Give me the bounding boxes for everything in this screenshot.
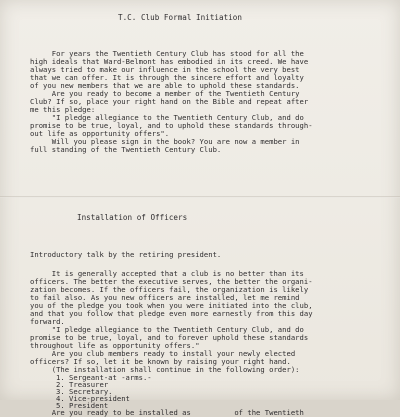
- text-line: promise to be true, loyal, and to forever uphold these standards: [30, 333, 309, 342]
- text-line: Are you club members ready to install your newly elected: [30, 349, 296, 358]
- text-line: Are you ready to become a member of the Twentieth Century: [30, 89, 300, 98]
- text-line: full standing of the Twentieth Century Club.: [30, 145, 222, 154]
- text-line: zation becomes. If the officers fail, the organization is likely: [30, 285, 309, 294]
- text-line: of you new members that we are able to uphold these standards.: [30, 81, 300, 90]
- list-item: 4. Vice-president: [56, 394, 130, 403]
- text-line: It is generally accepted that a club is no better than its: [30, 269, 304, 278]
- text-line: to fail also. As you new officers are installed, let me remind: [30, 293, 300, 302]
- text-line-cutoff: Are you ready to be installed as of the Twentieth: [30, 408, 304, 417]
- text-line: you of the pledge you took when you were initiated into the club,: [30, 301, 313, 310]
- list-item: 2. Treasurer: [56, 380, 109, 389]
- text-line: "I pledge allegiance to the Twentieth Century Club, and do: [30, 113, 304, 122]
- section-title: Installation of Officers: [77, 213, 188, 222]
- text-line: always tried to make our influence in the school the very best: [30, 65, 300, 74]
- text-line: out life as opportunity offers".: [30, 129, 170, 138]
- paper-fold-line: [0, 196, 400, 198]
- text-line: Club? If so, place your right hand on the Bible and repeat after: [30, 97, 309, 106]
- text-line: and that you follow that pledge even more earnestly from this day: [30, 309, 313, 318]
- document-title: T.C. Club Formal Initiation: [118, 13, 242, 22]
- text-line: "I pledge allegiance to the Twentieth Century Club, and do: [30, 325, 304, 334]
- text-line: (The installation shall continue in the following order):: [30, 365, 300, 374]
- text-line: high ideals that Ward-Belmont has embodied in its creed. We have: [30, 57, 309, 66]
- text-line: promise to be true, loyal, and to uphold these standards through-: [30, 121, 313, 130]
- text-line: For years the Twentieth Century Club has stood for all the: [30, 49, 304, 58]
- text-line: Will you please sign in the book? You are now a member in: [30, 137, 300, 146]
- text-line: officers? If so, let it be known by raising your right hand.: [30, 357, 291, 366]
- list-item: 3. Secretary.: [56, 387, 113, 396]
- list-item: 5. President: [56, 401, 109, 410]
- intro-line: Introductory talk by the retiring president.: [30, 250, 222, 259]
- text-line: throughout life as opportunity offers.": [30, 341, 200, 350]
- text-line: that we can offer. It is through the sincere effort and loyalty: [30, 73, 304, 82]
- text-line: officers. The better the executive serves, the better the organi-: [30, 277, 313, 286]
- text-line: forward.: [30, 317, 65, 326]
- text-line: me this pledge:: [30, 105, 96, 114]
- list-item: 1. Sergeant-at -arms.-: [56, 373, 152, 382]
